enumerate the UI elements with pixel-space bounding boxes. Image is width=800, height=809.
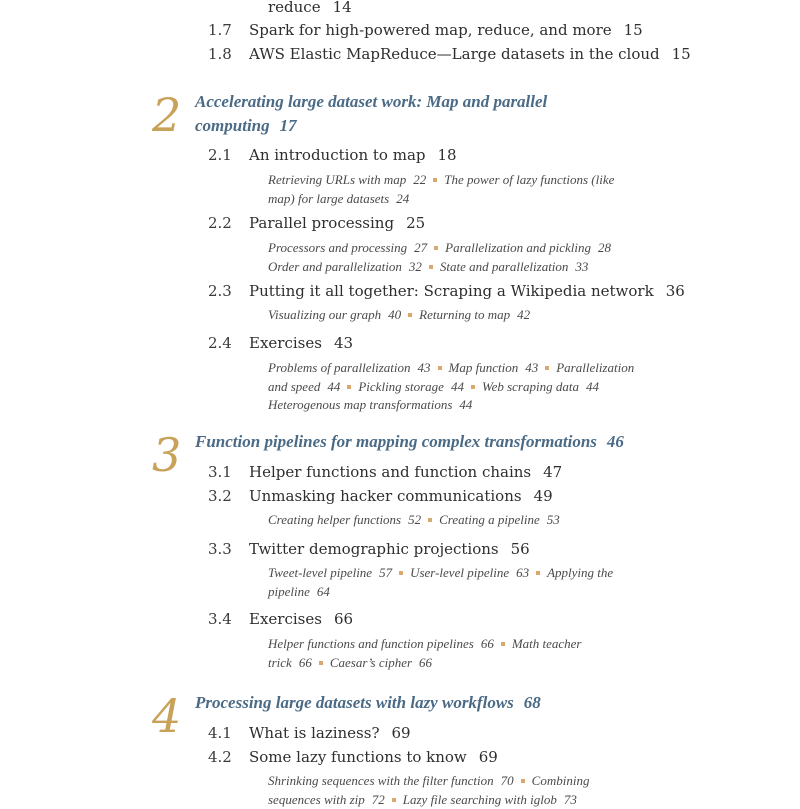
subsection-list: Visualizing our graph 40 Returning to map 42 <box>268 307 531 322</box>
section-number: 4.2 <box>208 748 232 766</box>
section-title: Exercises 66 <box>249 610 354 628</box>
bullet-icon <box>408 313 412 317</box>
section-number: 3.4 <box>208 610 232 628</box>
bullet-icon <box>319 661 323 665</box>
bullet-icon <box>471 385 475 389</box>
section-title: AWS Elastic MapReduce—Large datasets in the cloud 15 <box>249 45 691 63</box>
bullet-icon <box>501 642 505 646</box>
section-title: Unmasking hacker communications 49 <box>249 487 553 505</box>
page-number: 43 <box>333 334 354 352</box>
section-title: What is laziness? 69 <box>249 724 411 742</box>
section-number: 2.4 <box>208 334 232 352</box>
bullet-icon <box>521 779 525 783</box>
section-number: 1.7 <box>208 21 232 39</box>
subsection-list: Problems of parallelization 43 Map function 43 Parallelization and speed 44 Pickling storage 44 Web scraping data 44 Heterogenous map transformations 44 <box>268 360 635 412</box>
bullet-icon <box>438 366 442 370</box>
subsection-list: Processors and processing 27 Parallelization and pickling 28 Order and parallelization 32 State and parallelization 33 <box>268 240 612 274</box>
section-number: 1.8 <box>208 45 232 63</box>
bullet-icon <box>545 366 549 370</box>
subsection-list: Tweet-level pipeline 57 User-level pipeline 63 Applying the pipeline 64 <box>268 565 614 599</box>
section-title: Helper functions and function chains 47 <box>249 463 563 481</box>
subsection-list: Retrieving URLs with map 22 The power of lazy functions (like map) for large datasets 24 <box>268 172 615 206</box>
page-number: 68 <box>523 693 541 712</box>
page-number: 25 <box>406 214 426 232</box>
chapter-title: Processing large datasets with lazy workflows 68 <box>195 693 541 712</box>
page-number: 66 <box>333 610 354 628</box>
section-number: 2.2 <box>208 214 232 232</box>
bullet-icon <box>347 385 351 389</box>
page-number: 47 <box>543 463 563 481</box>
bullet-icon <box>429 265 433 269</box>
page-number: 17 <box>279 116 297 135</box>
chapter-number: 4 <box>152 689 182 743</box>
section-number: 2.3 <box>208 282 232 300</box>
chapter-number: 2 <box>152 88 182 142</box>
section-number: 2.1 <box>208 146 232 164</box>
page-number: 46 <box>606 432 624 451</box>
page-number: 69 <box>391 724 411 742</box>
section-number: 4.1 <box>208 724 232 742</box>
bullet-icon <box>428 518 432 522</box>
page-number: 18 <box>437 146 457 164</box>
bullet-icon <box>399 571 403 575</box>
bullet-icon <box>434 246 438 250</box>
subsection-list: Shrinking sequences with the filter function 70 Combining sequences with zip 72 Lazy file searching with iglob 73 <box>268 773 590 807</box>
bullet-icon <box>536 571 540 575</box>
subsection-list: Helper functions and function pipelines 66 Math teacher trick 66 Caesar’s cipher 66 <box>268 636 582 670</box>
subsection-list: Creating helper functions 52 Creating a pipeline 53 <box>268 512 560 527</box>
section-number: 3.2 <box>208 487 232 505</box>
page-number: 14 <box>332 0 352 16</box>
section-title: Exercises 43 <box>249 334 354 352</box>
page-number: 69 <box>478 748 498 766</box>
page-number: 49 <box>533 487 553 505</box>
section-title: Twitter demographic projections 56 <box>249 540 530 558</box>
page-number: 15 <box>623 21 643 39</box>
chapter-number: 3 <box>152 428 182 482</box>
section-title: An introduction to map 18 <box>249 146 457 164</box>
section-title: Parallel processing 25 <box>249 214 426 232</box>
section-title: Spark for high-powered map, reduce, and more 15 <box>249 21 643 39</box>
section-title-continued: reduce 14 <box>268 0 352 16</box>
page-number: 36 <box>665 282 685 300</box>
chapter-title: Function pipelines for mapping complex transformations 46 <box>195 432 624 451</box>
section-number: 3.1 <box>208 463 232 481</box>
chapter-title: Accelerating large dataset work: Map and parallel computing 17 <box>195 92 548 135</box>
section-title: Putting it all together: Scraping a Wikipedia network 36 <box>249 282 685 300</box>
page-number: 15 <box>671 45 691 63</box>
page-number: 56 <box>510 540 530 558</box>
bullet-icon <box>433 178 437 182</box>
section-number: 3.3 <box>208 540 232 558</box>
section-title: Some lazy functions to know 69 <box>249 748 498 766</box>
